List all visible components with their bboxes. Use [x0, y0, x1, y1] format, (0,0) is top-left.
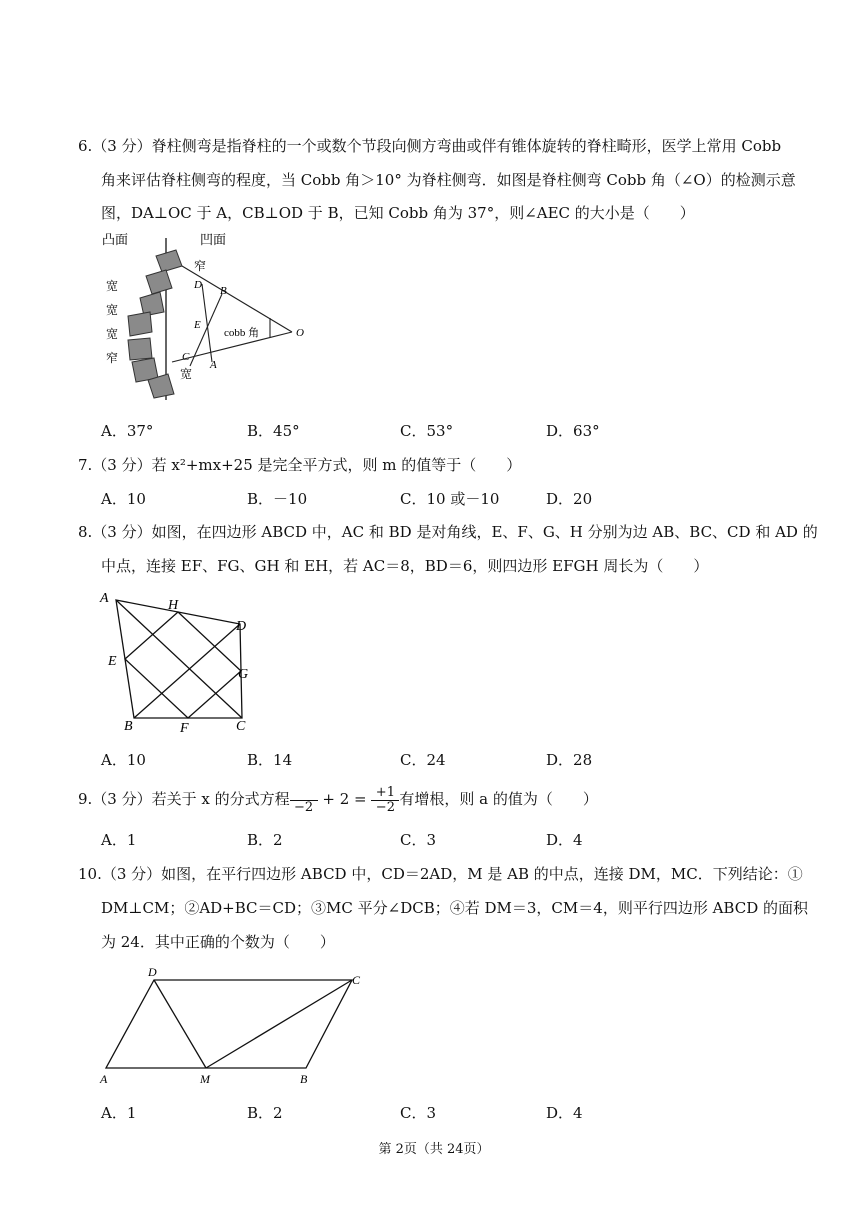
q8-point-f: F	[180, 721, 189, 736]
q6-label-concave: 凹面	[200, 232, 227, 247]
page-footer: 第 2页（共 24页）	[378, 1142, 490, 1157]
q6-point-d: D	[194, 279, 202, 291]
q8-point-a: A	[100, 591, 109, 606]
q6-label-wide-3: 宽	[106, 327, 119, 341]
q6-text-line3: 图，DA⊥OC 于 A，CB⊥OD 于 B，已知 Cobb 角为 37°，则∠AEC 的大小是（ ）	[101, 204, 695, 222]
q8-text-line1: 8.（3 分）如图，在四边形 ABCD 中，AC 和 BD 是对角线，E、F、G、H 分别为边 AB、BC、CD 和 AD 的	[78, 523, 818, 541]
q9-frac2-den: −2	[375, 799, 395, 815]
q9-suffix: 有增根，则 a 的值为（ ）	[399, 790, 598, 808]
q6-point-e: E	[194, 319, 201, 331]
q8-option-a: A．10	[101, 751, 146, 769]
q10-option-c: C．3	[400, 1104, 437, 1122]
q9-fraction-2	[371, 786, 399, 815]
q6-text-line2: 角来评估脊柱侧弯的程度，当 Cobb 角＞10° 为脊柱侧弯．如图是脊柱侧弯 Cobb 角（∠O）的检测示意	[101, 171, 796, 189]
q6-label-narrow-1: 窄	[106, 351, 119, 365]
q9-fraction-1	[290, 786, 318, 815]
q8-option-b: B．14	[247, 751, 293, 769]
q8-quadrilateral-figure	[96, 588, 266, 738]
q9-frac1-den: −2	[294, 799, 314, 815]
q10-point-d: D	[148, 965, 157, 979]
q8-point-c: C	[236, 719, 246, 734]
q7-option-d: D．20	[546, 490, 593, 508]
q6-label-wide-1: 宽	[106, 279, 119, 293]
q6-text-line1: 6.（3 分）脊柱侧弯是指脊柱的一个或数个节段向侧方弯曲或伴有锥体旋转的脊柱畸形，医学上常用 Cobb	[78, 137, 782, 155]
q8-point-h: H	[168, 598, 179, 613]
q6-point-c: C	[182, 351, 190, 363]
q6-point-b: B	[220, 285, 227, 297]
q8-point-d: D	[236, 619, 247, 634]
q8-point-g: G	[238, 667, 249, 682]
q9-option-b: B．2	[247, 831, 283, 849]
q9-option-d: D．4	[546, 831, 583, 849]
q9-frac1-num	[290, 786, 318, 801]
q10-text-line3: 为 24．其中正确的个数为（ ）	[101, 933, 335, 951]
q10-option-b: B．2	[247, 1104, 283, 1122]
q7-option-a: A．10	[101, 490, 146, 508]
q9-option-c: C．3	[400, 831, 437, 849]
q10-option-d: D．4	[546, 1104, 583, 1122]
q6-label-wide-2: 宽	[106, 303, 119, 317]
q7-option-b: B．－10	[247, 490, 308, 508]
q6-label-convex: 凸面	[102, 232, 129, 247]
q8-point-b: B	[124, 719, 133, 734]
q10-text-line1: 10.（3 分）如图，在平行四边形 ABCD 中，CD＝2AD，M 是 AB 的中点，连接 DM，MC．下列结论：①	[78, 865, 803, 883]
q6-label-narrow-2: 窄	[194, 259, 207, 273]
q6-option-d: D．63°	[546, 422, 600, 440]
q7-option-c: C．10 或－10	[400, 490, 500, 508]
q9-frac2-num: +1	[371, 786, 399, 801]
q6-label-cobb: cobb 角	[224, 327, 260, 339]
q6-option-b: B．45°	[247, 422, 300, 440]
q6-point-o: O	[296, 327, 304, 339]
q8-text-line2: 中点，连接 EF、FG、GH 和 EH，若 AC＝8，BD＝6，则四边形 EFGH 周长为（ ）	[101, 557, 709, 575]
q6-cobb-figure	[98, 228, 328, 408]
q9-prefix: 9.（3 分）若关于 x 的分式方程	[78, 790, 290, 808]
q10-point-a: A	[100, 1072, 108, 1086]
q10-option-a: A．1	[101, 1104, 137, 1122]
q10-point-c: C	[352, 973, 361, 987]
q10-parallelogram-figure	[96, 962, 376, 1092]
q6-label-wide-4: 宽	[180, 367, 193, 381]
q6-point-a: A	[210, 359, 217, 371]
q10-point-m: M	[200, 1072, 210, 1086]
q7-text: 7.（3 分）若 x²+mx+25 是完全平方式，则 m 的值等于（ ）	[78, 456, 522, 474]
q9-middle: + 2 =	[317, 790, 372, 808]
q8-option-d: D．28	[546, 751, 593, 769]
q10-point-b: B	[300, 1072, 308, 1086]
q6-option-a: A．37°	[101, 422, 154, 440]
q10-text-line2: DM⊥CM；②AD+BC＝CD；③MC 平分∠DCB；④若 DM＝3，CM＝4，则平行四边形 ABCD 的面积	[101, 899, 808, 917]
q9-text	[78, 782, 598, 818]
q8-option-c: C．24	[400, 751, 446, 769]
q8-point-e: E	[108, 654, 117, 669]
q6-option-c: C．53°	[400, 422, 454, 440]
q9-option-a: A．1	[101, 831, 137, 849]
